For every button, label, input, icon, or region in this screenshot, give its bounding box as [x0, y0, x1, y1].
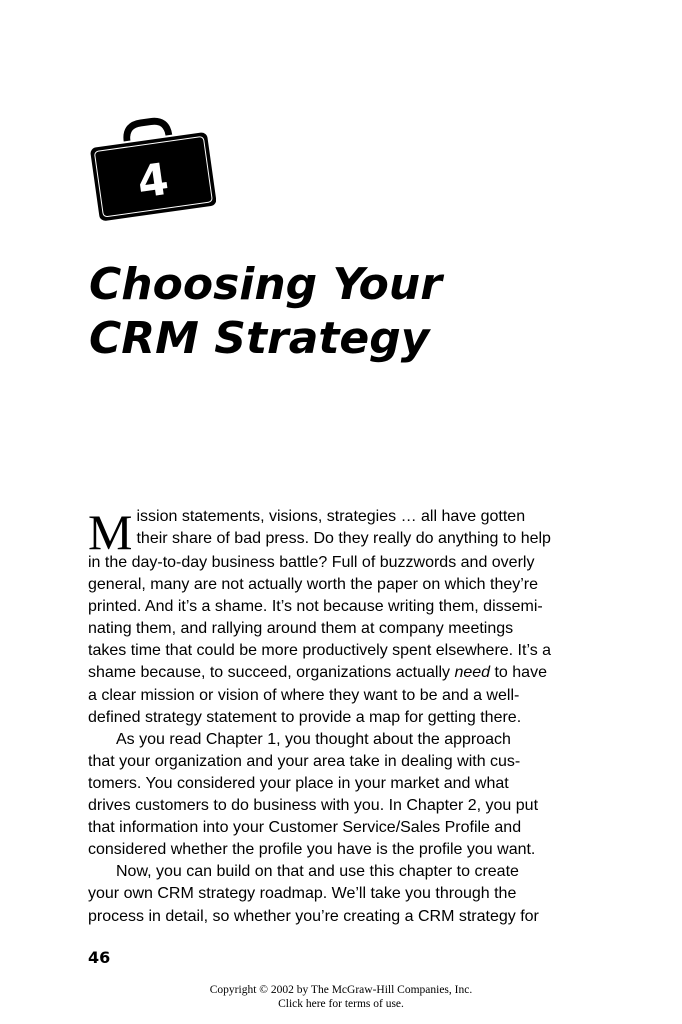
text-line: nating them, and rallying around them at company meetings	[88, 620, 514, 638]
text-line: drives customers to do business with you. In Chapter 2, you put	[88, 797, 539, 815]
drop-cap: M	[88, 504, 133, 560]
text-line: defined strategy statement to provide a map for getting there.	[88, 708, 522, 726]
text-line: that information into your Customer Service/Sales Profile and	[88, 819, 522, 837]
copyright-text: Copyright © 2002 by The McGraw-Hill Companies, Inc.	[209, 984, 473, 996]
text-line: As you read Chapter 1, you thought about the approach	[116, 730, 511, 748]
text-line: their share of bad press. Do they really do anything to help	[136, 530, 551, 548]
copyright-notice	[0, 983, 682, 1011]
text-line: your own CRM strategy roadmap. We’ll take you through the	[88, 885, 517, 903]
text-line: that your organization and your area take in dealing with cus-	[88, 752, 521, 770]
text-line: ission statements, visions, strategies … all have gotten	[136, 508, 526, 525]
text-line: general, many are not actually worth the paper on which they’re	[88, 576, 539, 594]
emphasis-text: need	[454, 664, 491, 682]
terms-of-use-link[interactable]: Click here for terms of use.	[278, 998, 404, 1010]
page-number: 46	[88, 948, 111, 967]
briefcase-chapter-icon	[86, 114, 216, 226]
text-line: tomers. You considered your place in your market and what	[88, 774, 509, 792]
text-line: in the day-to-day business battle? Full of buzzwords and overly	[88, 554, 535, 571]
chapter-title	[89, 258, 649, 366]
text-line: a clear mission or vision of where they want to be and a well-	[88, 686, 520, 704]
text-line: takes time that could be more productively spent elsewhere. It’s a	[88, 642, 552, 660]
text-line: considered whether the profile you have is the profile you want.	[88, 841, 536, 859]
paragraph-1	[88, 506, 588, 729]
text-fragment: shame because, to succeed, organizations actually	[88, 664, 455, 682]
paragraph-2	[88, 729, 588, 862]
text-fragment: to have	[490, 664, 547, 682]
text-line	[88, 662, 588, 684]
text-line: process in detail, so whether you’re creating a CRM strategy for	[88, 907, 539, 925]
chapter-title-line-2: CRM Strategy	[89, 313, 430, 364]
chapter-title-line-1: Choosing Your	[89, 259, 442, 310]
text-line: printed. And it’s a shame. It’s not because writing them, dissemi-	[88, 598, 543, 616]
body-text	[88, 506, 588, 928]
text-line: Now, you can build on that and use this chapter to create	[116, 863, 519, 881]
chapter-number: 4	[134, 153, 172, 209]
paragraph-3	[88, 861, 588, 927]
